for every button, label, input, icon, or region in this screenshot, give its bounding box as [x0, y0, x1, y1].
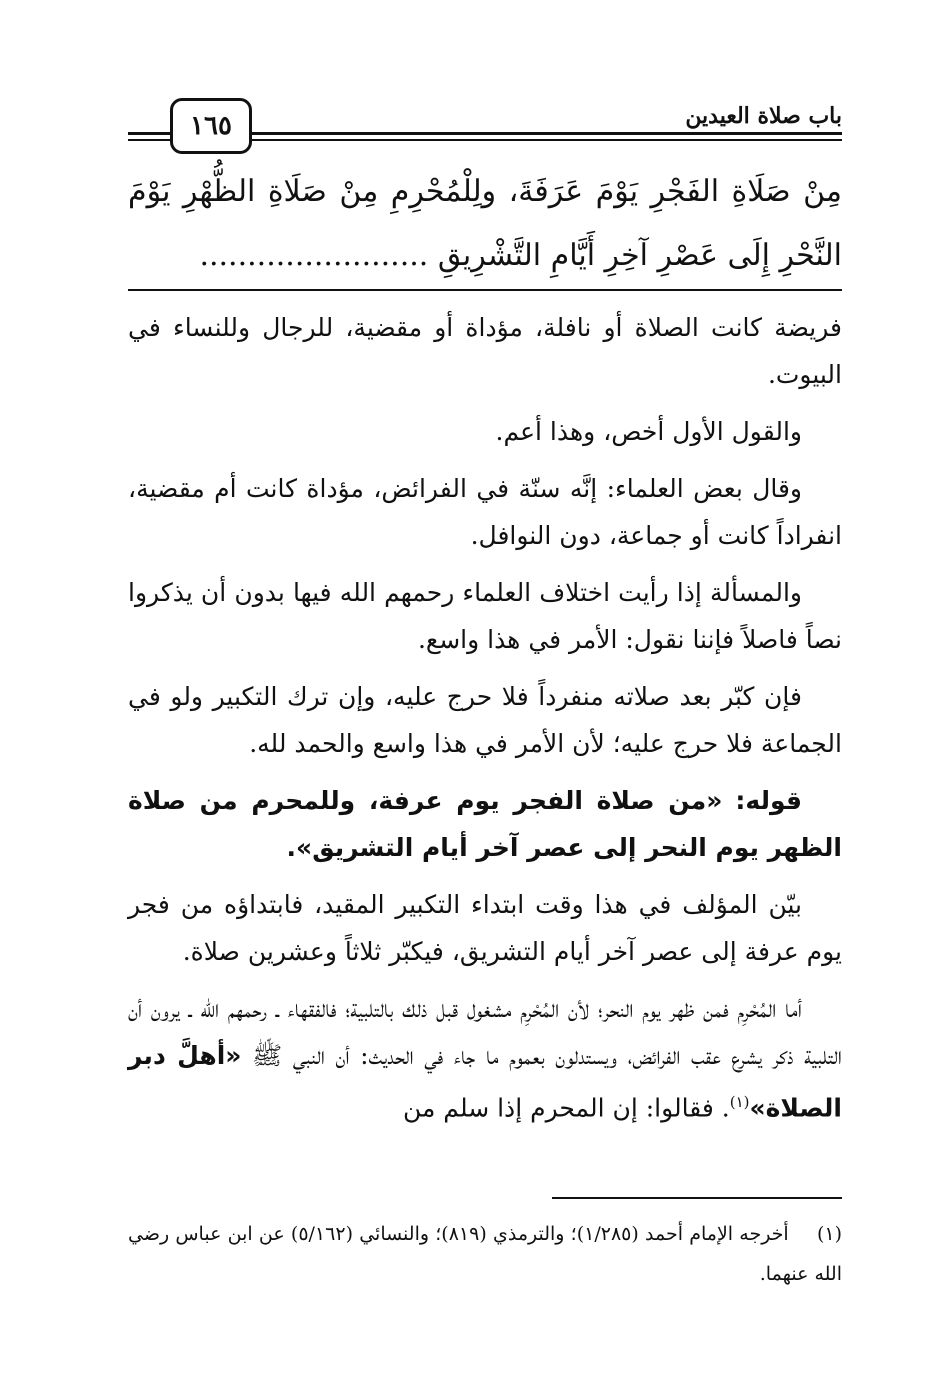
footnote-reference: (١) [729, 1093, 750, 1111]
matn-text [128, 160, 842, 288]
matn-dots: ........................ [199, 238, 429, 273]
chapter-title: باب صلاة العيدين [685, 103, 842, 129]
paragraph-1: فريضة كانت الصلاة أو نافلة، مؤداة أو مقضية، للرجال وللنساء في البيوت. [128, 313, 842, 389]
page-number: ١٦٥ [170, 98, 252, 154]
paragraph-8-end: . فقالوا: إن المحرم إذا سلم من [402, 1093, 730, 1123]
paragraph-4: والمسألة إذا رأيت اختلاف العلماء رحمهم الله فيها بدون أن يذكروا نصاً فاصلاً فإننا نقول: الأمر في هذا واسع. [128, 578, 842, 654]
footnote-number: (١) [816, 1223, 843, 1245]
paragraph-8-start: أما المُحْرِم فمن ظهر يوم النحر؛ لأن المُحْرِم مشغول قبل ذلك بالتلبية؛ فالفقهاء ـ رحمهم الله ـ يرون أن التلبية ذكر يشرع عقب الفرائض، ويستدلون بعموم ما جاء في الحديث: أن النبي ﷺ [128, 994, 842, 1070]
paragraph-3: وقال بعض العلماء: إنَّه سنّة في الفرائض، مؤداة كانت أم مقضية، انفراداً كانت أو جماعة، دون النوافل. [128, 474, 842, 550]
footnote-separator [552, 1197, 842, 1199]
matn-separator [128, 289, 842, 291]
paragraph-6 [128, 777, 842, 871]
paragraph-7: بيّن المؤلف في هذا وقت ابتداء التكبير المقيد، فابتداؤه من فجر يوم عرفة إلى عصر آخر أيام التشريق، فيكبّر ثلاثاً وعشرين صلاة. [128, 890, 842, 966]
matn-sentence: مِنْ صَلَاةِ الفَجْرِ يَوْمَ عَرَفَةَ، ولِلْمُحْرِمِ مِنْ صَلَاةِ الظُّهْرِ يَوْمَ النَّحْرِ إِلَى عَصْرِ آخِرِ أَيَّامِ التَّشْرِيقِ [128, 174, 842, 273]
qawluh-label: قوله: [735, 786, 802, 815]
footnote [128, 1214, 842, 1294]
footnote-text: أخرجه الإمام أحمد (١/٢٨٥)؛ والترمذي (٨١٩)؛ والنسائي (٥/١٦٢) عن ابن عباس رضي الله عنهما. [128, 1223, 842, 1285]
paragraph-8 [128, 985, 842, 1131]
hadith-quote: «أهلَّ دبر الصلاة» [128, 1041, 842, 1123]
paragraph-2: والقول الأول أخص، وهذا أعم. [495, 417, 802, 446]
paragraph-5: فإن كبّر بعد صلاته منفرداً فلا حرج عليه، وإن ترك التكبير ولو في الجماعة فلا حرج عليه؛ لأن الأمر في هذا واسع والحمد لله. [128, 682, 842, 758]
commentary [128, 304, 842, 1141]
matn-quote: «من صلاة الفجر يوم عرفة، وللمحرم من صلاة الظهر يوم النحر إلى عصر آخر أيام التشريق». [128, 786, 842, 862]
